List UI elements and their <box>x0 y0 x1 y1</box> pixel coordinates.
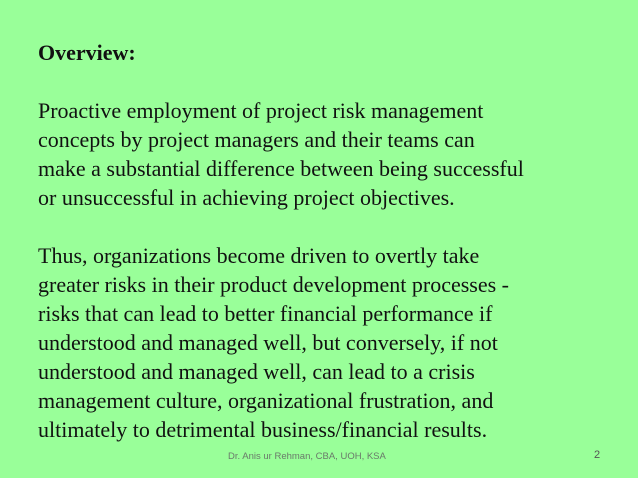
paragraph-line: greater risks in their product development processes - <box>38 272 510 297</box>
paragraph-line: make a substantial difference between being successful <box>38 156 524 181</box>
slide-content <box>38 38 623 444</box>
paragraph-line: Thus, organizations become driven to overtly take <box>38 243 480 268</box>
paragraph-line: ultimately to detrimental business/financial results. <box>38 417 488 442</box>
paragraph-line: management culture, organizational frustration, and <box>38 388 494 413</box>
paragraph-line: understood and managed well, can lead to a crisis <box>38 359 475 384</box>
paragraph-line: risks that can lead to better financial performance if <box>38 301 493 326</box>
page-number: 2 <box>594 449 601 461</box>
paragraph-line: Proactive employment of project risk management <box>38 98 484 123</box>
paragraph-overview <box>38 96 623 212</box>
spacer <box>38 212 623 241</box>
spacer <box>38 67 623 96</box>
paragraph-line: or unsuccessful in achieving project objectives. <box>38 185 455 210</box>
paragraph-line: understood and managed well, but conversely, if not <box>38 330 498 355</box>
slide-heading: Overview: <box>38 40 136 65</box>
slide-footer <box>0 449 638 465</box>
paragraph-line: concepts by project managers and their teams can <box>38 127 475 152</box>
paragraph-risks <box>38 241 623 444</box>
footer-author: Dr. Anis ur Rehman, CBA, UOH, KSA <box>228 451 386 462</box>
